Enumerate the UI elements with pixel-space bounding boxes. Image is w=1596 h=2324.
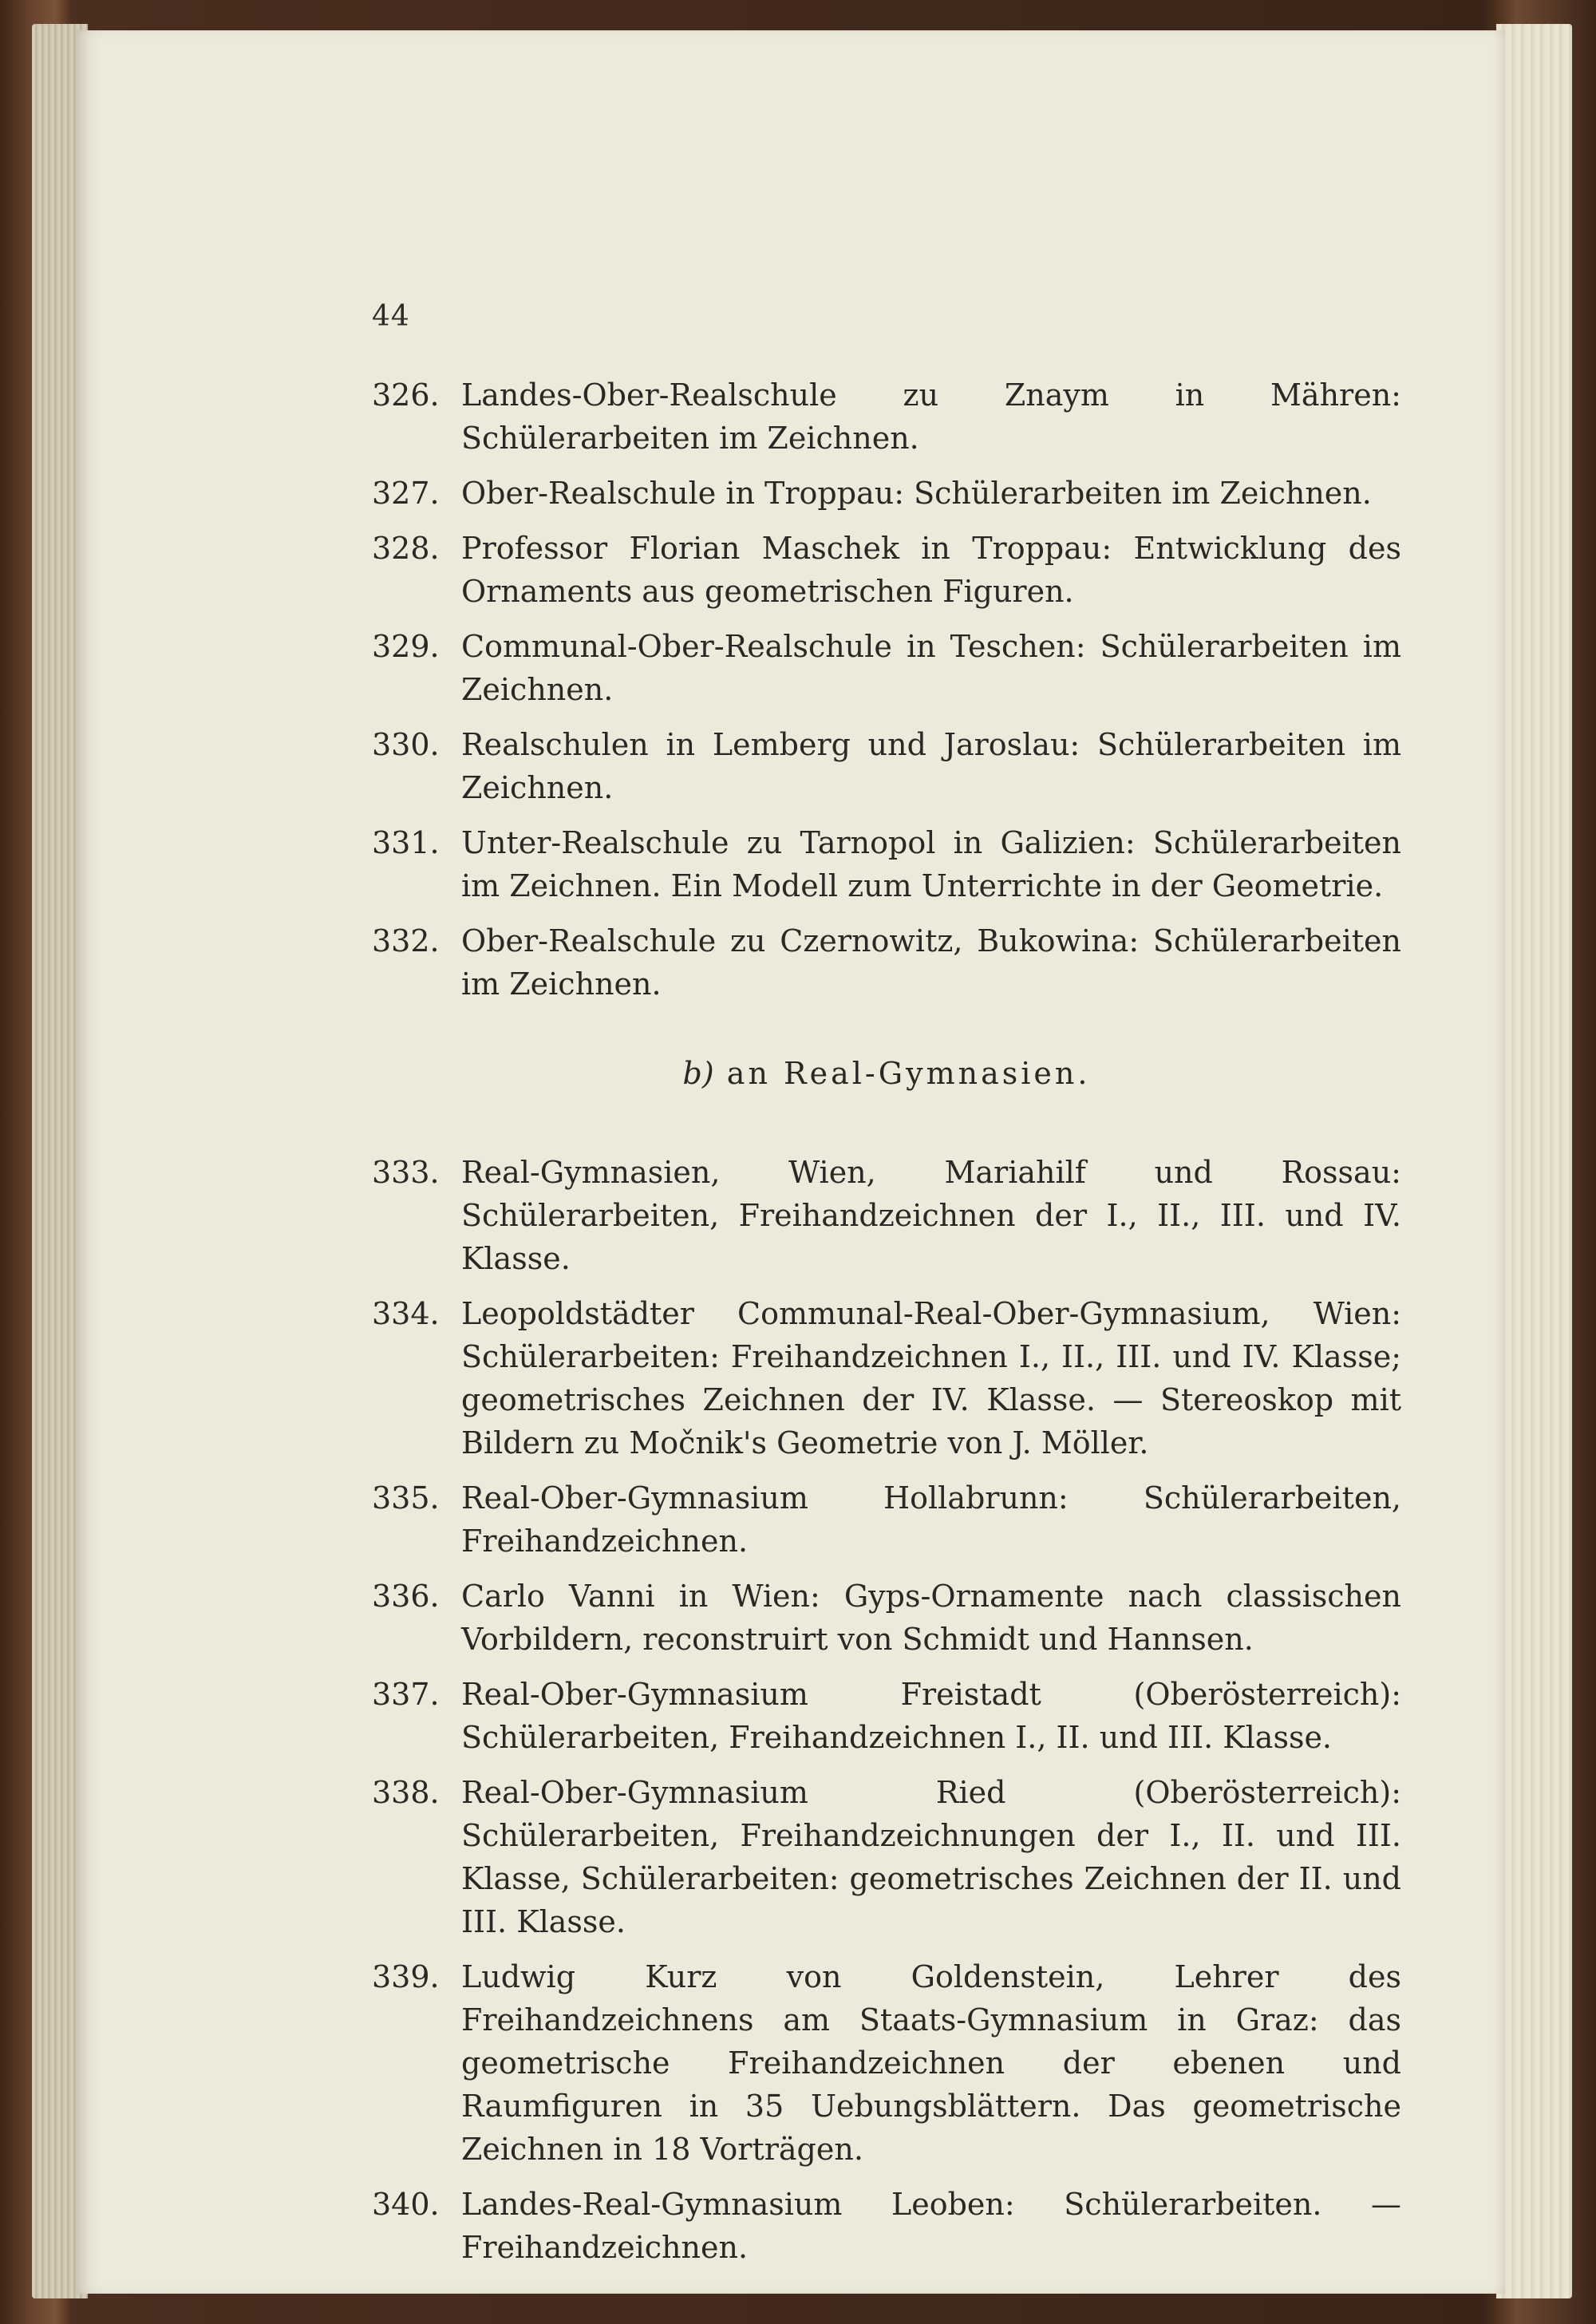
entry-331	[372, 821, 1401, 907]
entry-number: 336.	[372, 1579, 440, 1614]
entry-number: 333.	[372, 1155, 440, 1190]
entry-333	[372, 1151, 1401, 1280]
entry-336	[372, 1575, 1401, 1661]
entry-text: Professor Florian Maschek in Troppau: Entwicklung des Ornaments aus geometrischen Figuren.	[461, 531, 1401, 609]
entry-327	[372, 472, 1401, 515]
entry-text: Communal-Ober-Realschule in Teschen: Schülerarbeiten im Zeichnen.	[461, 629, 1401, 707]
entry-329	[372, 625, 1401, 711]
entry-number: 330.	[372, 727, 440, 762]
entry-334	[372, 1292, 1401, 1464]
entry-text: Ober-Realschule in Troppau: Schülerarbeiten im Zeichnen.	[461, 476, 1372, 511]
entry-number: 339.	[372, 1959, 440, 1994]
entry-332	[372, 919, 1401, 1006]
entry-338	[372, 1771, 1401, 1943]
entry-number: 332.	[372, 923, 440, 958]
entry-number: 337.	[372, 1677, 440, 1712]
section-title: an Real-Gymnasien.	[726, 1056, 1091, 1091]
entry-number: 335.	[372, 1480, 440, 1516]
entry-text: Ober-Realschule zu Czernowitz, Bukowina: Schülerarbeiten im Zeichnen.	[461, 923, 1401, 1002]
entry-text: Real-Ober-Gymnasium Ried (Oberösterreich): Schülerarbeiten, Freihandzeichnungen der I., II. und III. Klasse, Schülerarbeiten: geometrisches Zeichnen der II. und III. Klasse.	[461, 1775, 1401, 1939]
entry-number: 328.	[372, 531, 440, 566]
entry-number: 326.	[372, 377, 440, 413]
entry-text: Unter-Realschule zu Tarnopol in Galizien: Schülerarbeiten im Zeichnen. Ein Modell zum Unterrichte in der Geometrie.	[461, 825, 1401, 903]
entry-text: Ludwig Kurz von Goldenstein, Lehrer des Freihandzeichnens am Staats-Gymnasium in Graz: das geometrische Freihandzeichnen der ebenen und Raumfiguren in 35 Uebungsblättern. Das geometrische Zeichnen in 18 Vorträgen.	[461, 1959, 1401, 2167]
book-page	[77, 30, 1505, 2294]
entry-text: Real-Ober-Gymnasium Freistadt (Oberösterreich): Schülerarbeiten, Freihandzeichnen I., II. und III. Klasse.	[461, 1677, 1401, 1755]
entry-328	[372, 527, 1401, 613]
entry-339	[372, 1955, 1401, 2171]
entry-337	[372, 1673, 1401, 1759]
entry-text: Real-Gymnasien, Wien, Mariahilf und Rossau: Schülerarbeiten, Freihandzeichnen der I., II., III. und IV. Klasse.	[461, 1155, 1401, 1276]
page-number: 44	[372, 300, 410, 333]
entry-number: 338.	[372, 1775, 440, 1810]
entry-text: Landes-Ober-Realschule zu Znaym in Mähren: Schülerarbeiten im Zeichnen.	[461, 377, 1401, 456]
section-heading	[372, 1052, 1401, 1095]
entry-number: 340.	[372, 2187, 440, 2222]
entry-326	[372, 374, 1401, 460]
section-marker: b)	[682, 1056, 714, 1091]
entry-number: 327.	[372, 476, 440, 511]
entry-number: 331.	[372, 825, 440, 860]
entry-335	[372, 1476, 1401, 1563]
entry-text: Realschulen in Lemberg und Jaroslau: Schülerarbeiten im Zeichnen.	[461, 727, 1401, 805]
entry-text: Landes-Real-Gymnasium Leoben: Schülerarbeiten. — Freihandzeichnen.	[461, 2187, 1401, 2265]
catalogue-entries	[372, 374, 1401, 2281]
entry-text: Real-Ober-Gymnasium Hollabrunn: Schülerarbeiten, Freihandzeichnen.	[461, 1480, 1401, 1559]
entry-number: 334.	[372, 1296, 440, 1331]
entry-number: 329.	[372, 629, 440, 664]
entry-text: Leopoldstädter Communal-Real-Ober-Gymnasium, Wien: Schülerarbeiten: Freihandzeichnen I., II., III. und IV. Klasse; geometrisches Zeichnen der IV. Klasse. — Stereoskop mit Bildern zu Močnik's Geometrie von J. Möller.	[461, 1296, 1401, 1460]
entry-340	[372, 2183, 1401, 2269]
entry-330	[372, 723, 1401, 809]
right-page-edges	[1496, 24, 1572, 2298]
entry-text: Carlo Vanni in Wien: Gyps-Ornamente nach classischen Vorbildern, reconstruirt von Schmidt und Hannsen.	[461, 1579, 1401, 1657]
